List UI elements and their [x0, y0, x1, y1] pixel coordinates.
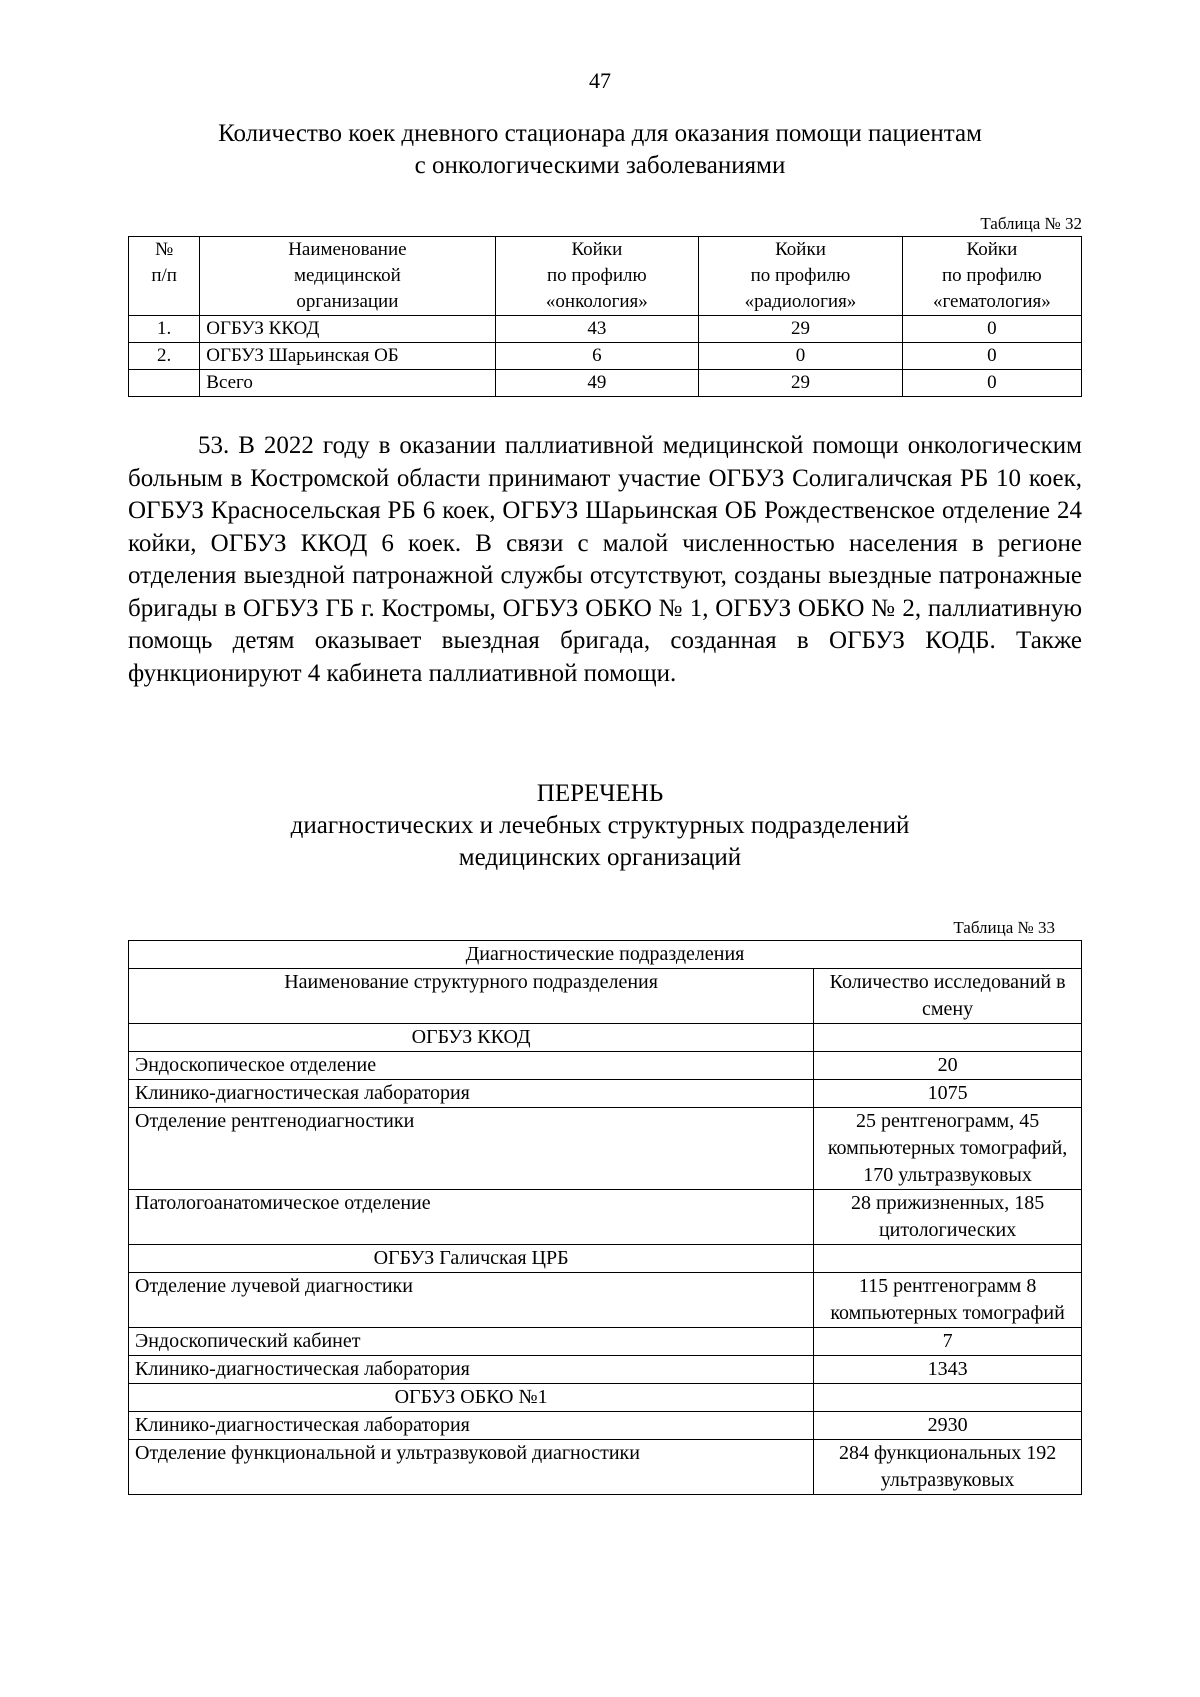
- page-number: 47: [589, 68, 611, 93]
- org-row: [129, 1384, 1082, 1412]
- table-32-title: [120, 118, 1080, 182]
- paragraph-text: 53. В 2022 году в оказании паллиативной медицинской помощи онкологическим больным в Костромской области принимают участие ОГБУЗ Солигаличская РБ 10 коек, ОГБУЗ Красносельская РБ 6 коек, ОГБУЗ Шарьинская ОБ Рождественское отделение 24 койки, ОГБУЗ ККОД 6 коек. В связи с малой численностью населения в регионе отделения выездной патронажной службы отсутствуют, созданы выездные патронажные бригады в ОГБУЗ ГБ г. Костромы, ОГБУЗ ОБКО № 1, ОГБУЗ ОБКО № 2, паллиативную помощь детям оказывает выездная бригада, созданная в ОГБУЗ КОДБ. Также функционируют 4 кабинета паллиативной помощи.: [128, 432, 1082, 687]
- value: [814, 1024, 1082, 1052]
- value: 7: [814, 1328, 1082, 1356]
- cell: 0: [699, 343, 903, 370]
- cell: ОГБУЗ ККОД: [200, 316, 495, 343]
- table-row: [129, 316, 1082, 343]
- table-row: [129, 1356, 1082, 1384]
- title-line: с онкологическими заболеваниями: [414, 152, 786, 179]
- unit-name: Отделение рентгенодиагностики: [129, 1108, 814, 1190]
- cell: Всего: [200, 370, 495, 397]
- title-line: Количество коек дневного стационара для оказания помощи пациентам: [218, 120, 982, 147]
- group-header: Диагностические подразделения: [129, 941, 1082, 969]
- org-row: [129, 1245, 1082, 1273]
- col1-header: Наименование структурного подразделения: [129, 969, 814, 1024]
- cell: 49: [495, 370, 699, 397]
- unit-name: Отделение функциональной и ультразвуковой диагностики: [129, 1440, 814, 1495]
- table-row-total: [129, 370, 1082, 397]
- table-row: [129, 343, 1082, 370]
- value: [814, 1384, 1082, 1412]
- cell: 0: [902, 370, 1081, 397]
- paragraph-53: [128, 430, 1082, 690]
- title-line: диагностических и лечебных структурных подразделений: [290, 812, 910, 839]
- value: 28 прижизненных, 185 цитологических: [814, 1190, 1082, 1245]
- unit-name: Патологоанатомическое отделение: [129, 1190, 814, 1245]
- table-33: [128, 940, 1082, 1495]
- table-row: [129, 1412, 1082, 1440]
- col2-header: Количество исследований в смену: [814, 969, 1082, 1024]
- value: [814, 1245, 1082, 1273]
- value: 2930: [814, 1412, 1082, 1440]
- org-name: ОГБУЗ ККОД: [129, 1024, 814, 1052]
- cell: [129, 370, 200, 397]
- table-33-title: [120, 778, 1080, 874]
- cell: 43: [495, 316, 699, 343]
- unit-name: Клинико-диагностическая лаборатория: [129, 1412, 814, 1440]
- table-row: [129, 1273, 1082, 1328]
- value: 1343: [814, 1356, 1082, 1384]
- header-cell: Койки по профилю «онкология»: [495, 237, 699, 316]
- table-row: [129, 1108, 1082, 1190]
- table-32-caption: Таблица № 32: [980, 214, 1082, 233]
- table-row: [129, 1328, 1082, 1356]
- cell: 29: [699, 316, 903, 343]
- header-cell: Наименование медицинской организации: [200, 237, 495, 316]
- table-row: [129, 1080, 1082, 1108]
- table-row: [129, 1052, 1082, 1080]
- table-32: [128, 236, 1082, 397]
- unit-name: Клинико-диагностическая лаборатория: [129, 1080, 814, 1108]
- org-name: ОГБУЗ ОБКО №1: [129, 1384, 814, 1412]
- table-row: [129, 1190, 1082, 1245]
- org-row: [129, 1024, 1082, 1052]
- cell: 2.: [129, 343, 200, 370]
- value: 20: [814, 1052, 1082, 1080]
- cell: ОГБУЗ Шарьинская ОБ: [200, 343, 495, 370]
- value: 1075: [814, 1080, 1082, 1108]
- table-header-row: [129, 237, 1082, 316]
- title-line: медицинских организаций: [458, 844, 742, 871]
- table-row: [129, 1440, 1082, 1495]
- cell: 1.: [129, 316, 200, 343]
- unit-name: Клинико-диагностическая лаборатория: [129, 1356, 814, 1384]
- value: 25 рентгенограмм, 45 компьютерных томографий, 170 ультразвуковых: [814, 1108, 1082, 1190]
- table-33-caption: Таблица № 33: [953, 918, 1055, 937]
- cell: 0: [902, 343, 1081, 370]
- header-cell: Койки по профилю «гематология»: [902, 237, 1081, 316]
- cell: 0: [902, 316, 1081, 343]
- header-cell: Койки по профилю «радиология»: [699, 237, 903, 316]
- cell: 29: [699, 370, 903, 397]
- org-name: ОГБУЗ Галичская ЦРБ: [129, 1245, 814, 1273]
- unit-name: Отделение лучевой диагностики: [129, 1273, 814, 1328]
- value: 115 рентгенограмм 8 компьютерных томографий: [814, 1273, 1082, 1328]
- value: 284 функциональных 192 ультразвуковых: [814, 1440, 1082, 1495]
- cell: 6: [495, 343, 699, 370]
- header-cell: № п/п: [129, 237, 200, 316]
- title-line: ПЕРЕЧЕНЬ: [536, 780, 664, 807]
- unit-name: Эндоскопическое отделение: [129, 1052, 814, 1080]
- unit-name: Эндоскопический кабинет: [129, 1328, 814, 1356]
